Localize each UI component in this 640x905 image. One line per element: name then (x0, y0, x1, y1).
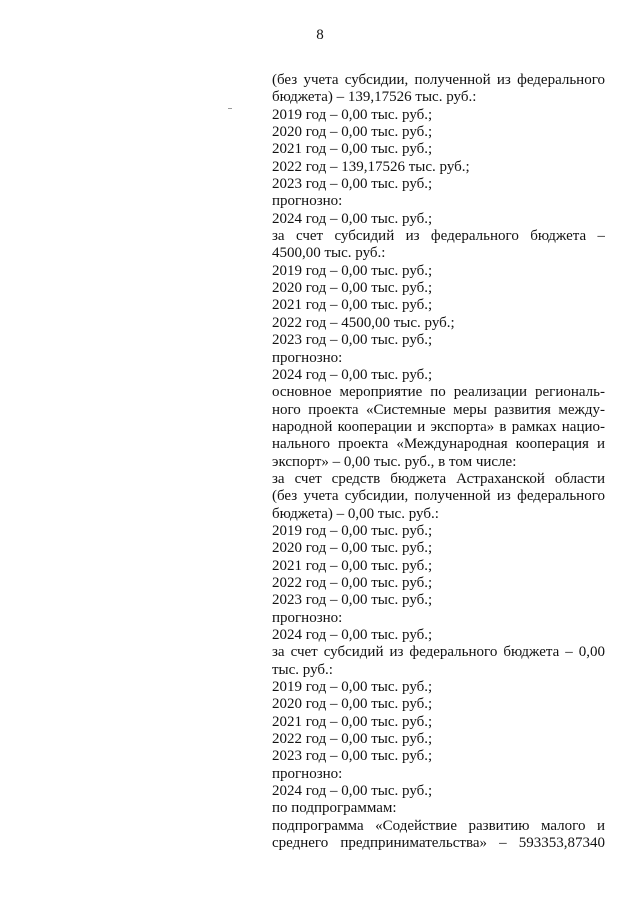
text-line: 2023 год – 0,00 тыс. руб.; (272, 176, 433, 193)
text-line: за счет субсидий из федерального бюджета – 0,00 (272, 644, 605, 661)
text-line: 2021 год – 0,00 тыс. руб.; (272, 713, 433, 730)
text-line: 2023 год – 0,00 тыс. руб.; (272, 748, 433, 765)
text-line: нального проекта «Международная кооперация и (272, 436, 605, 453)
text-line: 2022 год – 4500,00 тыс. руб.; (272, 314, 455, 331)
text-line: 2021 год – 0,00 тыс. руб.; (272, 297, 433, 314)
text-line: 2022 год – 0,00 тыс. руб.; (272, 731, 433, 748)
text-line: 2023 год – 0,00 тыс. руб.; (272, 332, 433, 349)
text-line: 2024 год – 0,00 тыс. руб.; (272, 210, 433, 227)
page-number: 8 (316, 27, 324, 43)
text-line: 2023 год – 0,00 тыс. руб.; (272, 592, 433, 609)
text-line: среднего предпринимательства» – 593353,87340 (272, 835, 605, 852)
text-line: подпрограмма «Содействие развитию малого и (272, 817, 605, 834)
text-line: народной кооперации и экспорта» в рамках нацио- (272, 418, 605, 435)
text-line: за счет средств бюджета Астраханской области (272, 470, 605, 487)
text-line: 4500,00 тыс. руб.: (272, 245, 386, 262)
text-line: (без учета субсидии, полученной из федерального (272, 488, 605, 505)
text-column (272, 72, 605, 852)
text-line: 2022 год – 139,17526 тыс. руб.; (272, 158, 470, 175)
text-line: по подпрограммам: (272, 800, 397, 817)
text-line: прогнозно: (272, 765, 343, 782)
text-line: 2021 год – 0,00 тыс. руб.; (272, 141, 433, 158)
text-line: экспорт» – 0,00 тыс. руб., в том числе: (272, 453, 517, 470)
text-line: 2021 год – 0,00 тыс. руб.; (272, 557, 433, 574)
text-line: 2020 год – 0,00 тыс. руб.; (272, 540, 433, 557)
text-line: 2020 год – 0,00 тыс. руб.; (272, 124, 433, 141)
text-line: за счет субсидий из федерального бюджета – (272, 228, 605, 245)
text-line: 2024 год – 0,00 тыс. руб.; (272, 627, 433, 643)
scan-artifact (228, 108, 232, 109)
text-line: 2022 год – 0,00 тыс. руб.; (272, 574, 433, 591)
text-line: ного проекта «Системные меры развития между- (272, 401, 605, 418)
text-line: 2024 год – 0,00 тыс. руб.; (272, 366, 433, 383)
text-line: 2019 год – 0,00 тыс. руб.; (272, 679, 433, 696)
text-line: прогнозно: (272, 193, 343, 210)
text-line: 2019 год – 0,00 тыс. руб.; (272, 262, 433, 279)
text-line: 2020 год – 0,00 тыс. руб.; (272, 696, 433, 713)
text-line: 2024 год – 0,00 тыс. руб.; (272, 783, 433, 800)
text-line: 2019 год – 0,00 тыс. руб.; (272, 106, 433, 123)
text-line: 2019 год – 0,00 тыс. руб.; (272, 522, 433, 539)
text-line: основное мероприятие по реализации региональ- (272, 384, 605, 401)
text-line: (без учета субсидии, полученной из федерального (272, 72, 605, 88)
text-line: прогнозно: (272, 349, 343, 366)
text-line: бюджета) – 139,17526 тыс. руб.: (272, 89, 477, 106)
text-line: бюджета) – 0,00 тыс. руб.: (272, 505, 439, 522)
text-line: 2020 год – 0,00 тыс. руб.; (272, 280, 433, 297)
text-line: тыс. руб.: (272, 661, 333, 678)
text-line: прогнозно: (272, 609, 343, 626)
